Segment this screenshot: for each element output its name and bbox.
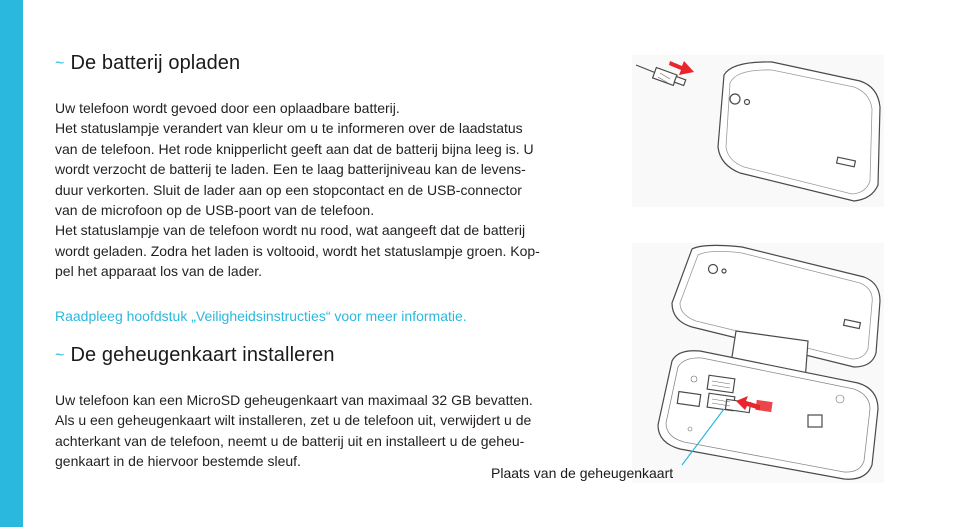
heading-tilde: ~ bbox=[55, 347, 65, 364]
safety-reference-note: Raadpleeg hoofdstuk „Veiligheidsinstructies“ voor meer informatie. bbox=[55, 308, 467, 324]
memory-card-line: Als u een geheugenkaart wilt installeren, zet u de telefoon uit, verwijdert u de bbox=[55, 412, 532, 429]
heading-memory-card-text: De geheugenkaart installeren bbox=[70, 344, 335, 366]
battery-paragraph bbox=[55, 98, 595, 282]
memory-card-line: achterkant van de telefoon, neemt u de batterij uit en installeert u de geheu- bbox=[55, 432, 525, 449]
heading-battery bbox=[55, 52, 240, 75]
memory-card-caption: Plaats van de geheugenkaart bbox=[491, 465, 674, 481]
heading-battery-text: De batterij opladen bbox=[70, 52, 241, 74]
battery-line: van de telefoon. Het rode knipperlicht geeft aan dat de batterij bijna leeg is. U bbox=[55, 140, 534, 157]
memory-card-line: Uw telefoon kan een MicroSD geheugenkaart van maximaal 32 GB bevatten. bbox=[55, 392, 533, 408]
battery-line: wordt geladen. Zodra het laden is voltooid, wordt het statuslampje groen. Kop- bbox=[55, 242, 540, 259]
battery-line: Het statuslampje verandert van kleur om u te informeren over de laadstatus bbox=[55, 120, 523, 137]
phone-charging-illustration bbox=[632, 55, 884, 207]
battery-line: Uw telefoon wordt gevoed door een oplaadbare batterij. bbox=[55, 100, 400, 116]
battery-line: Het statuslampje van de telefoon wordt nu rood, wat aangeeft dat de batterij bbox=[55, 222, 526, 239]
memory-card-installation-illustration bbox=[632, 243, 884, 483]
side-accent-bar bbox=[0, 0, 23, 527]
memory-card-paragraph bbox=[55, 390, 595, 472]
battery-line: van de microfoon op de USB-poort van de telefoon. bbox=[55, 202, 375, 219]
battery-line: duur verkorten. Sluit de lader aan op een stopcontact en de USB-connector bbox=[55, 181, 522, 198]
battery-line: pel het apparaat los van de lader. bbox=[55, 263, 263, 280]
memory-card-line: genkaart in de hiervoor bestemde sleuf. bbox=[55, 453, 301, 470]
heading-memory-card bbox=[55, 344, 335, 367]
battery-line: wordt verzocht de batterij te laden. Een te laag batterijniveau kan de levens- bbox=[55, 161, 526, 178]
heading-tilde: ~ bbox=[55, 55, 65, 72]
